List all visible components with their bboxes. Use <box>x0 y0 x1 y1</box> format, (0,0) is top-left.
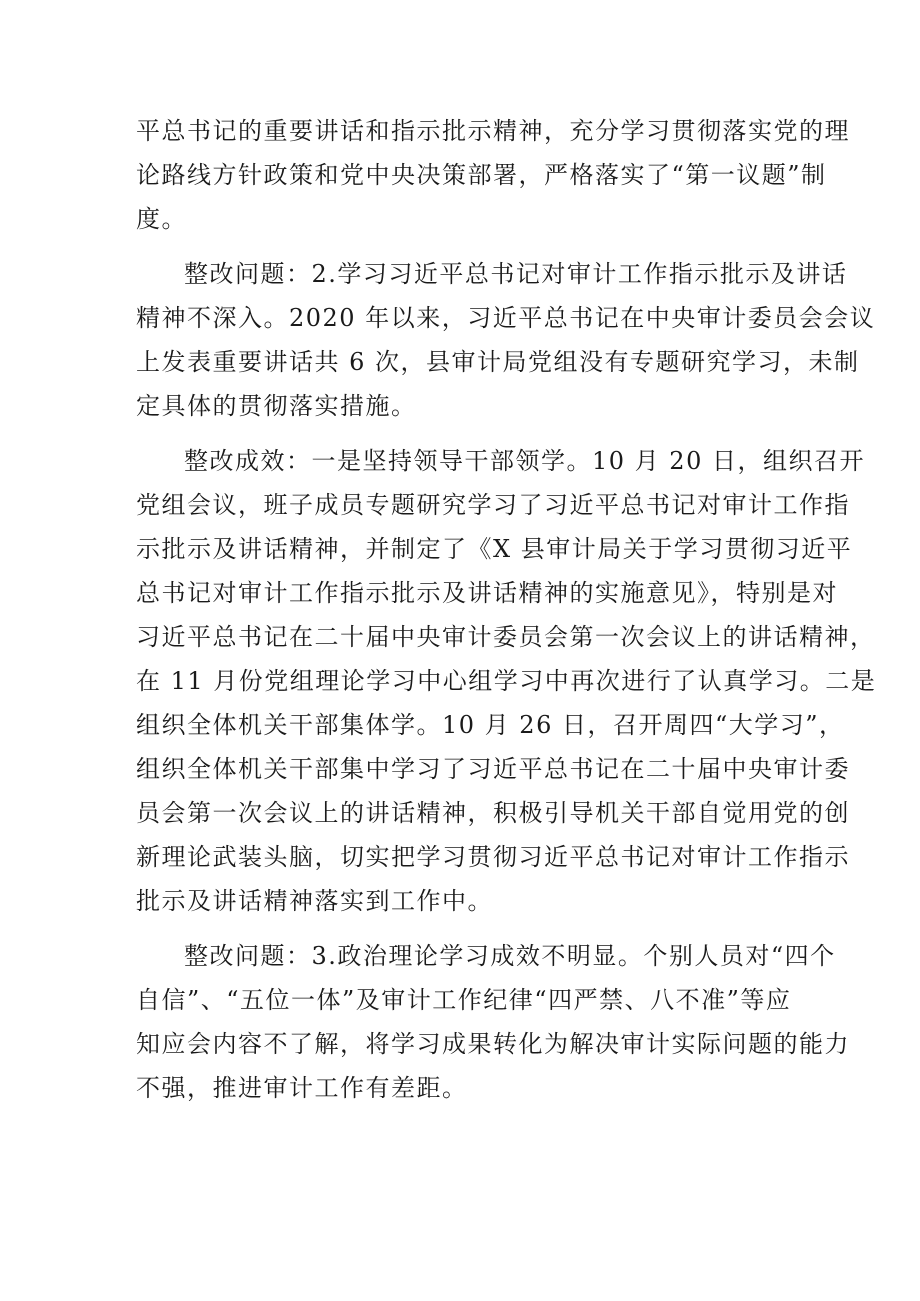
paragraph-line: 组织全体机关干部集体学。10 月 26 日，召开周四“大学习”， <box>136 711 845 739</box>
paragraph-line: 知应会内容不了解，将学习成果转化为解决审计实际问题的能力 <box>136 1030 850 1058</box>
paragraph-line: 整改成效：一是坚持领导干部领学。10 月 20 日，组织召开 <box>184 447 865 475</box>
paragraph-3 <box>136 439 877 923</box>
paragraph-1 <box>136 109 850 241</box>
paragraph-line: 习近平总书记在二十届中央审计委员会第一次会议上的讲话精神， <box>136 623 876 651</box>
paragraph-line: 示批示及讲话精神，并制定了《X 县审计局关于学习贯彻习近平 <box>136 535 853 563</box>
paragraph-line: 度。 <box>136 205 187 233</box>
paragraph-line: 论路线方针政策和党中央决策部署，严格落实了“第一议题”制 <box>136 161 827 189</box>
paragraph-line: 员会第一次会议上的讲话精神，积极引导机关干部自觉用党的创 <box>136 799 850 827</box>
paragraph-line: 党组会议，班子成员专题研究学习了习近平总书记对审计工作指 <box>136 491 850 519</box>
paragraph-line: 精神不深入。2020 年以来，习近平总书记在中央审计委员会会议 <box>136 304 876 332</box>
paragraph-line: 整改问题：3.政治理论学习成效不明显。个别人员对“四个 <box>184 942 836 970</box>
paragraph-line: 整改问题：2.学习习近平总书记对审计工作指示批示及讲话 <box>184 260 848 288</box>
paragraph-line: 上发表重要讲话共 6 次，县审计局党组没有专题研究学习，未制 <box>136 348 860 376</box>
paragraph-line: 组织全体机关干部集中学习了习近平总书记在二十届中央审计委 <box>136 755 850 783</box>
paragraph-line: 总书记对审计工作指示批示及讲话精神的实施意见》，特别是对 <box>136 579 838 607</box>
paragraph-line: 批示及讲话精神落实到工作中。 <box>136 887 493 915</box>
paragraph-line: 定具体的贯彻落实措施。 <box>136 392 417 420</box>
paragraph-line: 在 11 月份党组理论学习中心组学习中再次进行了认真学习。二是 <box>136 667 877 695</box>
paragraph-line: 新理论武装头脑，切实把学习贯彻习近平总书记对审计工作指示 <box>136 843 850 871</box>
paragraph-line: 平总书记的重要讲话和指示批示精神，充分学习贯彻落实党的理 <box>136 117 850 145</box>
paragraph-4 <box>136 934 850 1110</box>
document-body <box>136 109 877 1121</box>
paragraph-2 <box>136 252 876 428</box>
paragraph-line: 自信”、“五位一体”及审计工作纪律“四严禁、八不准”等应 <box>136 986 792 1014</box>
paragraph-line: 不强，推进审计工作有差距。 <box>136 1074 468 1102</box>
